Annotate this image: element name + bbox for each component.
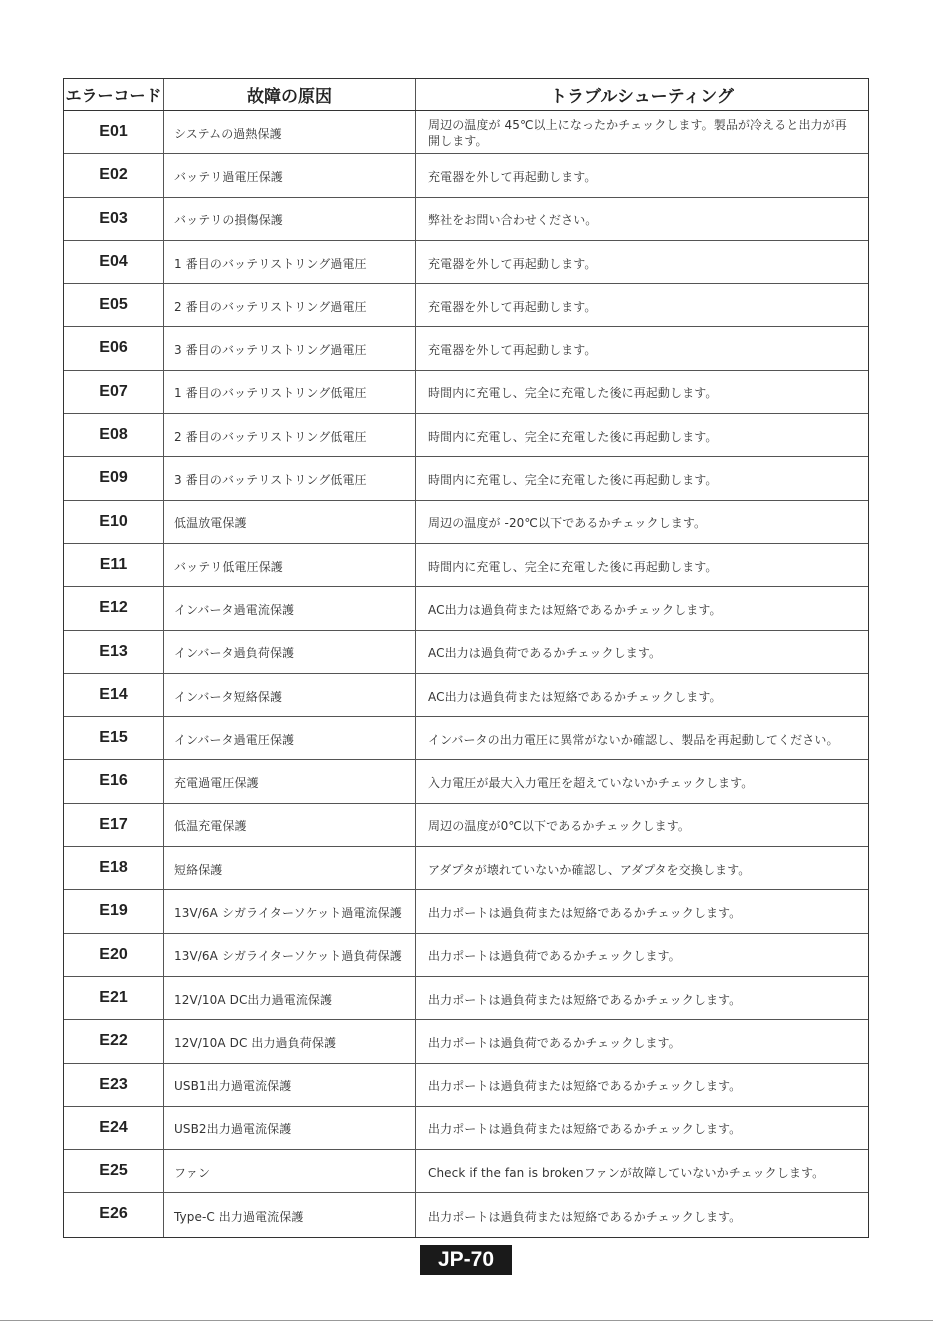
- table-row: [64, 890, 868, 933]
- fault-cause: ファン: [164, 1150, 416, 1192]
- fault-cause: 3 番目のバッテリストリング低電圧: [164, 457, 416, 499]
- error-code: E24: [64, 1107, 164, 1149]
- table-body: [64, 111, 868, 1237]
- header-troubleshooting: トラブルシューティング: [550, 87, 734, 107]
- troubleshooting-step: 弊社をお問い合わせください。: [428, 213, 598, 228]
- error-code: E23: [64, 1064, 164, 1106]
- troubleshooting-step: 出力ポートは過負荷または短絡であるかチェックします。: [428, 1122, 742, 1137]
- fault-cause: USB1出力過電流保護: [164, 1064, 416, 1106]
- error-code: E11: [64, 544, 164, 586]
- error-code: E06: [64, 327, 164, 369]
- table-row: [64, 198, 868, 241]
- troubleshooting-step: 出力ポートは過負荷または短絡であるかチェックします。: [428, 905, 742, 920]
- error-code: E02: [64, 154, 164, 196]
- troubleshooting-step: アダプタが壊れていないか確認し、アダプタを交換します。: [428, 862, 751, 877]
- error-code-table: [63, 78, 869, 1238]
- header-error-code: エラーコード: [64, 79, 164, 110]
- troubleshooting-step: 時間内に充電し、完全に充電した後に再起動します。: [428, 429, 718, 444]
- error-code: E12: [64, 587, 164, 629]
- error-code: E20: [64, 934, 164, 976]
- troubleshooting-step: AC出力は過負荷または短絡であるかチェックします。: [428, 602, 722, 617]
- table-row: [64, 760, 868, 803]
- table-header-row: [64, 79, 868, 111]
- fault-cause: バッテリの損傷保護: [164, 198, 416, 240]
- error-code: E07: [64, 371, 164, 413]
- fault-cause: Type-C 出力過電流保護: [164, 1193, 416, 1236]
- fault-cause: インバータ短絡保護: [164, 674, 416, 716]
- page-number-badge: JP-70: [420, 1245, 512, 1275]
- fault-cause: 12V/10A DC出力過電流保護: [164, 977, 416, 1019]
- table-row: [64, 457, 868, 500]
- troubleshooting-step: AC出力は過負荷または短絡であるかチェックします。: [428, 689, 722, 704]
- troubleshooting-step: 時間内に充電し、完全に充電した後に再起動します。: [428, 386, 718, 401]
- fault-cause: 1 番目のバッテリストリング低電圧: [164, 371, 416, 413]
- table-row: [64, 544, 868, 587]
- table-row: [64, 327, 868, 370]
- troubleshooting-step: 周辺の温度が 45℃以上になったかチェックします。製品が冷えると出力が再開します。: [428, 118, 847, 149]
- table-row: [64, 371, 868, 414]
- table-row: [64, 717, 868, 760]
- fault-cause: 1 番目のバッテリストリング過電圧: [164, 241, 416, 283]
- fault-cause: 低温充電保護: [164, 804, 416, 846]
- table-row: [64, 934, 868, 977]
- error-code: E17: [64, 804, 164, 846]
- table-row: [64, 1150, 868, 1193]
- error-code: E09: [64, 457, 164, 499]
- troubleshooting-step: 周辺の温度が0℃以下であるかチェックします。: [428, 819, 690, 834]
- table-row: [64, 1020, 868, 1063]
- troubleshooting-step: 出力ポートは過負荷または短絡であるかチェックします。: [428, 1079, 742, 1094]
- table-row: [64, 154, 868, 197]
- fault-cause: システムの過熱保護: [164, 111, 416, 153]
- table-row: [64, 631, 868, 674]
- error-code: E18: [64, 847, 164, 889]
- troubleshooting-step: 充電器を外して再起動します。: [428, 169, 597, 184]
- troubleshooting-step: 周辺の温度が -20℃以下であるかチェックします。: [428, 516, 707, 531]
- troubleshooting-step: 充電器を外して再起動します。: [428, 343, 597, 358]
- fault-cause: インバータ過電圧保護: [164, 717, 416, 759]
- error-code: E10: [64, 501, 164, 543]
- table-row: [64, 1107, 868, 1150]
- fault-cause: 12V/10A DC 出力過負荷保護: [164, 1020, 416, 1062]
- error-code: E19: [64, 890, 164, 932]
- fault-cause: 短絡保護: [164, 847, 416, 889]
- error-code: E16: [64, 760, 164, 802]
- error-code: E15: [64, 717, 164, 759]
- error-code: E01: [64, 111, 164, 153]
- troubleshooting-step: Check if the fan is brokenファンが故障していないかチェックします。: [428, 1165, 825, 1180]
- fault-cause: バッテリ過電圧保護: [164, 154, 416, 196]
- table-row: [64, 1193, 868, 1236]
- table-row: [64, 587, 868, 630]
- error-code: E22: [64, 1020, 164, 1062]
- fault-cause: 充電過電圧保護: [164, 760, 416, 802]
- header-cause: 故障の原因: [164, 79, 416, 110]
- error-code: E21: [64, 977, 164, 1019]
- troubleshooting-step: 充電器を外して再起動します。: [428, 256, 597, 271]
- troubleshooting-step: AC出力は過負荷であるかチェックします。: [428, 646, 662, 661]
- fault-cause: 13V/6A シガライターソケット過負荷保護: [164, 934, 416, 976]
- table-row: [64, 804, 868, 847]
- fault-cause: 13V/6A シガライターソケット過電流保護: [164, 890, 416, 932]
- fault-cause: 3 番目のバッテリストリング過電圧: [164, 327, 416, 369]
- troubleshooting-step: 時間内に充電し、完全に充電した後に再起動します。: [428, 559, 718, 574]
- troubleshooting-step: 充電器を外して再起動します。: [428, 299, 597, 314]
- table-row: [64, 847, 868, 890]
- table-row: [64, 501, 868, 544]
- fault-cause: バッテリ低電圧保護: [164, 544, 416, 586]
- troubleshooting-step: 出力ポートは過負荷または短絡であるかチェックします。: [428, 992, 742, 1007]
- table-row: [64, 414, 868, 457]
- bottom-divider: [0, 1320, 933, 1321]
- table-row: [64, 111, 868, 154]
- troubleshooting-step: 出力ポートは過負荷または短絡であるかチェックします。: [428, 1209, 742, 1224]
- error-code: E04: [64, 241, 164, 283]
- fault-cause: USB2出力過電流保護: [164, 1107, 416, 1149]
- troubleshooting-step: 出力ポートは過負荷であるかチェックします。: [428, 949, 681, 964]
- troubleshooting-step: 時間内に充電し、完全に充電した後に再起動します。: [428, 473, 718, 488]
- fault-cause: 低温放電保護: [164, 501, 416, 543]
- error-code: E14: [64, 674, 164, 716]
- error-code: E26: [64, 1193, 164, 1236]
- fault-cause: インバータ過電流保護: [164, 587, 416, 629]
- fault-cause: インバータ過負荷保護: [164, 631, 416, 673]
- troubleshooting-step: インバータの出力電圧に異常がないか確認し、製品を再起動してください。: [428, 732, 839, 747]
- table-row: [64, 977, 868, 1020]
- table-row: [64, 674, 868, 717]
- fault-cause: 2 番目のバッテリストリング低電圧: [164, 414, 416, 456]
- troubleshooting-step: 出力ポートは過負荷であるかチェックします。: [428, 1035, 681, 1050]
- table-row: [64, 1064, 868, 1107]
- table-row: [64, 241, 868, 284]
- error-code: E03: [64, 198, 164, 240]
- error-code: E25: [64, 1150, 164, 1192]
- troubleshooting-step: 入力電圧が最大入力電圧を超えていないかチェックします。: [428, 776, 754, 791]
- error-code: E13: [64, 631, 164, 673]
- table-row: [64, 284, 868, 327]
- error-code: E08: [64, 414, 164, 456]
- error-code: E05: [64, 284, 164, 326]
- fault-cause: 2 番目のバッテリストリング過電圧: [164, 284, 416, 326]
